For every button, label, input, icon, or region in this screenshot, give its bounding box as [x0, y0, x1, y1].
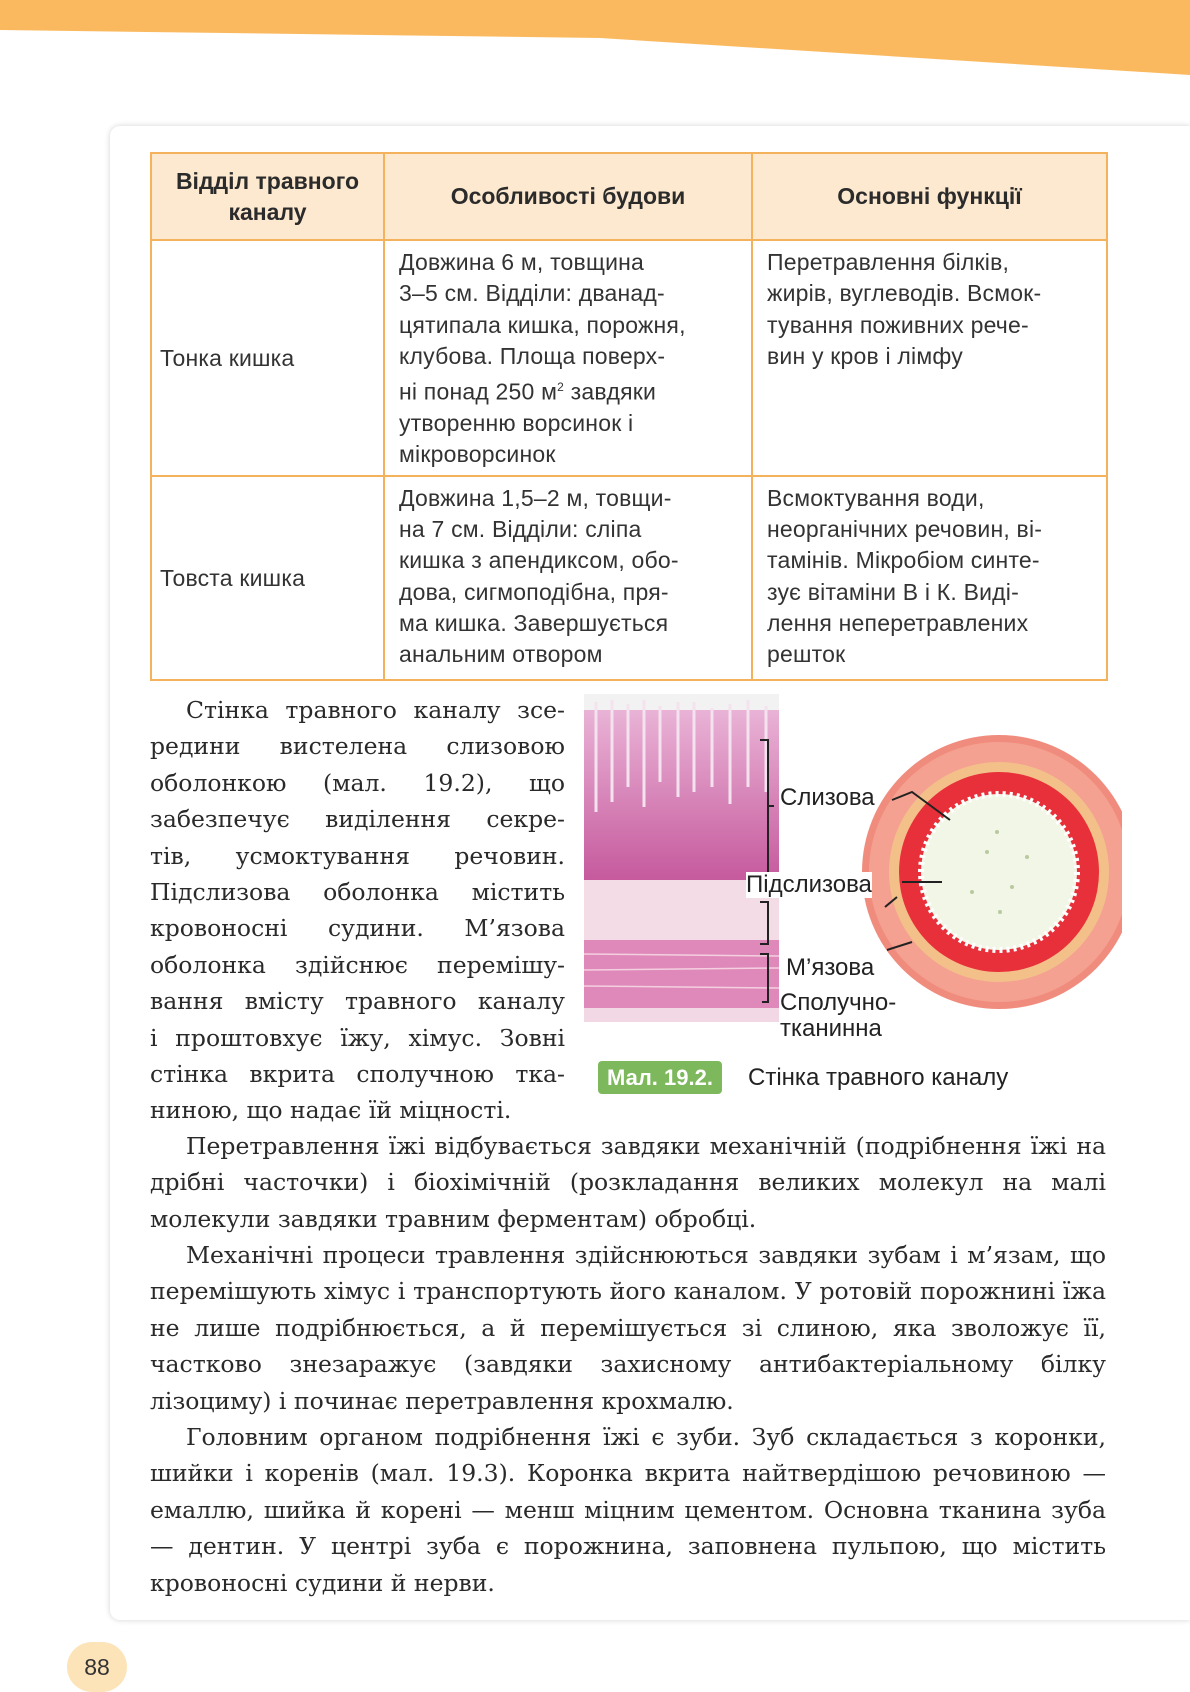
paragraph-teeth: Головним органом подрібнення їжі є зуби. Зуб складається з коронки, шийки і коренів (мал. 19.3). Коронка вкрита найтвердішою речовиною — емаллю, шийка й корені — менш міцним цементом. Основна тканина зуба — дентин. У центрі зуба є порожнина, заповнена пульпою, що містить кровоносні судини й нерви.: [150, 1423, 1106, 1597]
header-functions: Основні функції: [752, 153, 1107, 240]
header-structure: Особливості будови: [384, 153, 752, 240]
histology-micrograph: [584, 694, 779, 1022]
paragraph-mechanical-processes: Механічні процеси травлення здійснюються завдяки зубам і м’язам, що перемішують хімус і транспортують його каналом. У ротовій порожнині їжа не лише подрібнюється, а й перемішується зі слиною, яка зволожує її, частково знезаражує (завдяки захисному антибактеріальному білку лізоциму) і починає перетравлення крохмалю.: [150, 1241, 1106, 1415]
label-mucosa: Слизова: [780, 784, 875, 811]
paragraph-digestion-types: Перетравлення їжі відбувається завдяки механічній (подрібнення їжі на дрібні часточки) і біохімічній (розкладання великих молекул на малі молекули завдяки травним ферментам) обробці.: [150, 1132, 1106, 1233]
label-submucosa: Підслизова: [746, 871, 872, 898]
row-functions: Всмоктування води, неорганічних речовин, ві- тамінів. Мікробіом синте- зує вітаміни В і К. Виді- лення неперетравлених решток: [752, 476, 1107, 680]
row-structure: Довжина 1,5–2 м, товщи- на 7 см. Відділи: сліпа кишка з апендиксом, обо- дова, сигмоподібна, пря- ма кишка. Завершується анальним отвором: [384, 476, 752, 680]
row-functions: Перетравлення білків, жирів, вуглеводів. Всмок- тування поживних рече- вин у кров і лімфу: [752, 240, 1107, 476]
table-header-row: [151, 153, 1107, 240]
label-connective-2: тканинна: [780, 1015, 882, 1042]
figure-19-2: [582, 692, 1122, 1102]
figure-caption-text: Стінка травного каналу: [748, 1064, 1009, 1091]
cross-section-ring: [862, 735, 1122, 1009]
label-muscular: М’язова: [786, 954, 875, 981]
label-connective-1: Сполучно-: [780, 989, 897, 1016]
top-decorative-band: [0, 0, 1190, 90]
figure-caption-badge: Мал. 19.2.: [598, 1061, 722, 1094]
digestive-canal-table: [150, 152, 1108, 681]
table-row: [151, 240, 1107, 476]
intro-paragraph: Стінка травного каналу зсе- редини вистелена слизовою оболонкою (мал. 19.2), що забезпечує виділення секре- тів, усмоктування речовин. Підслизова оболонка містить кровоносні судини. М’язова оболонка здійснює перемішу- вання вмісту травного каналу і проштовхує їжу, хімус. Зовні стінка вкрита сполучною тка- ниною, що надає їй міцності.: [150, 696, 565, 1125]
row-structure: Довжина 6 м, товщина 3–5 см. Відділи: дванад- цятипала кишка, порожня, клубова. Площа поверх- ні понад 250 $м^2$ завдяки утворенню ворсинок і мікроворсинок: [384, 240, 752, 476]
header-section: Відділ травного каналу: [151, 153, 384, 240]
row-section-name: Товста кишка: [151, 476, 384, 680]
page-number: 88: [67, 1642, 127, 1692]
row-section-name: Тонка кишка: [151, 240, 384, 476]
table-row: [151, 476, 1107, 680]
